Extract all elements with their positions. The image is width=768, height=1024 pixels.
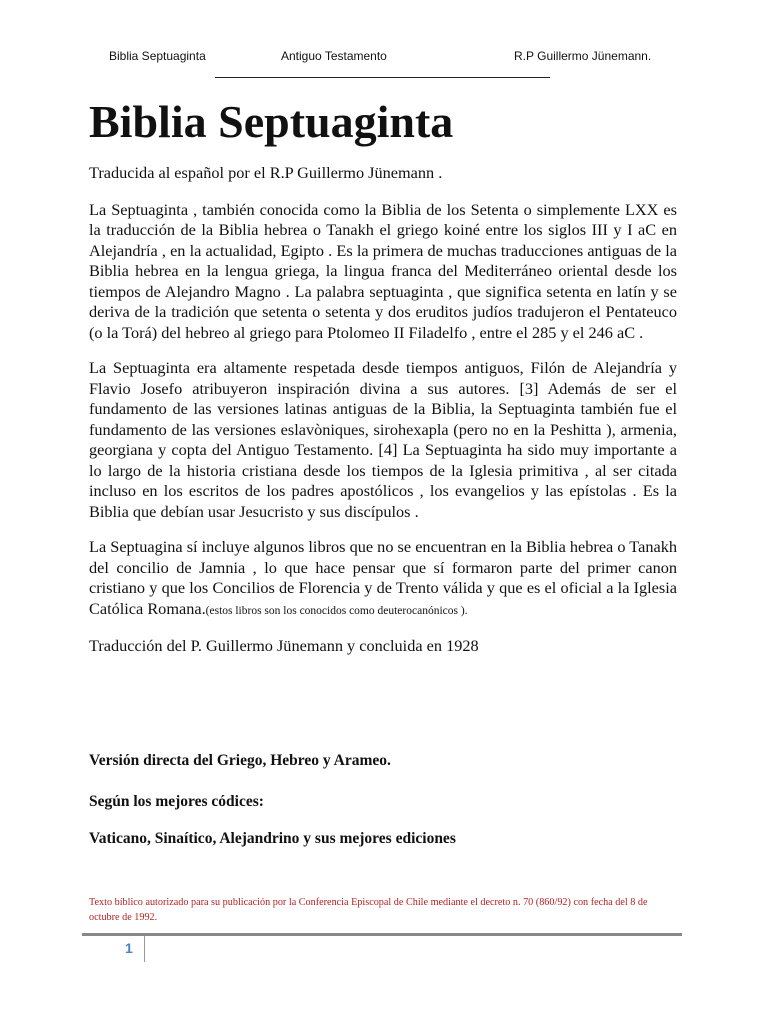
page-number: 1	[125, 940, 133, 956]
page-number-divider	[144, 936, 145, 962]
footer-rule	[82, 933, 682, 936]
page-header	[0, 49, 768, 67]
version-line-1: Versión directa del Griego, Hebreo y Arameo.	[89, 752, 391, 769]
paragraph-3	[89, 537, 677, 621]
header-rule	[215, 77, 550, 78]
authorization-notice: Texto bíblico autorizado para su publicación por la Conferencia Episcopal de Chile mediante el decreto n. 70 (860/92) con fecha del 8 de octubre de 1992.	[89, 897, 648, 923]
document-title: Biblia Septuaginta	[89, 96, 454, 147]
document-subtitle: Traducida al español por el R.P Guillermo Jünemann .	[89, 163, 443, 182]
header-left-text: Biblia Septuaginta	[109, 49, 206, 63]
paragraph-2: La Septuaginta era altamente respetada desde tiempos antiguos, Filón de Alejandría y Flavio Josefo atribuyeron inspiración divina a sus autores. [3] Además de ser el fundamento de las versiones latinas antiguas de la Biblia, la Septuaginta también fue el fundamento de las versiones eslavòniques, sirohexapla (pero no en la Peshitta ), armenia, georgiana y copta del Antiguo Testamento. [4] La Septuaginta ha sido muy importante a lo largo de la historia cristiana desde los tiempos de la Iglesia primitiva , al ser citada incluso en los escritos de los padres apostólicos , los evangelios y las epístolas . Es la Biblia que debían usar Jesucristo y sus discípulos .	[89, 358, 677, 521]
document-body	[89, 163, 677, 657]
header-center-text: Antiguo Testamento	[281, 49, 387, 63]
header-right-text: R.P Guillermo Jünemann.	[514, 49, 652, 63]
translation-note: Traducción del P. Guillermo Jünemann y concluida en 1928	[89, 636, 479, 655]
paragraph-1: La Septuaginta , también conocida como la Biblia de los Setenta o simplemente LXX es la traducción de la Biblia hebrea o Tanakh el griego koiné entre los siglos III y I aC en Alejandría , en la actualidad, Egipto . Es la primera de muchas traducciones antiguas de la Biblia hebrea en la lengua griega, la lingua franca del Mediterráneo oriental desde los tiempos de Alejandro Magno . La palabra septuaginta , que significa setenta en latín y se deriva de la tradición que setenta o setenta y dos eruditos judíos tradujeron el Pentateuco (o la Torá) del hebreo al griego para Ptolomeo II Filadelfo , entre el 285 y el 246 aC .	[89, 199, 677, 342]
deuterocanonical-note: (estos libros son los conocidos como deuterocanónicos ).	[205, 604, 468, 617]
paragraph-3-text: La Septuagina sí incluye algunos libros que no se encuentran en la Biblia hebrea o Tanakh del concilio de Jamnia , lo que hace pensar que sí formaron parte del primer canon cristiano y que los Concilios de Florencia y de Trento válida y que es el oficial a la Iglesia Católica Romana.	[89, 537, 677, 618]
version-line-3: Vaticano, Sinaítico, Alejandrino y sus mejores ediciones	[89, 830, 456, 847]
version-line-2: Según los mejores códices:	[89, 793, 264, 810]
